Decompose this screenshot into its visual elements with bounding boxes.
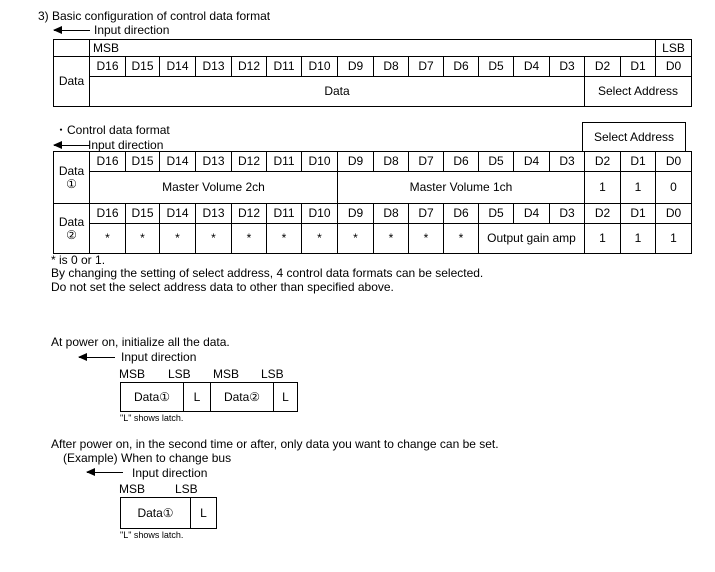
select-bit-d1: 1 xyxy=(621,224,656,254)
bit-header: D3 xyxy=(550,57,585,77)
bit-header: D15 xyxy=(126,152,160,172)
bit-header: D14 xyxy=(160,57,196,77)
select-address-field: Select Address xyxy=(585,77,692,107)
note-line: By changing the setting of select address, 4 control data formats can be selected. xyxy=(51,266,484,280)
msb-label: MSB xyxy=(90,40,656,57)
bit-header: D8 xyxy=(374,152,409,172)
bit-header: D4 xyxy=(514,204,550,224)
msb-label: MSB xyxy=(119,367,146,381)
arrow-left-icon xyxy=(54,30,90,31)
master-volume-1ch: Master Volume 1ch xyxy=(338,172,585,204)
note-line: * is 0 or 1. xyxy=(51,253,106,267)
lsb-label: LSB xyxy=(175,482,198,496)
bit-header: D6 xyxy=(444,152,479,172)
msb-label: MSB xyxy=(213,367,240,381)
example-label: (Example) When to change bus xyxy=(63,451,232,465)
bit-header: D4 xyxy=(514,152,550,172)
lsb-label: LSB xyxy=(656,40,692,57)
bit-header: D0 xyxy=(656,152,692,172)
select-bit-d2: 1 xyxy=(585,224,621,254)
control-format-table xyxy=(53,151,692,254)
bit-header: D1 xyxy=(621,204,656,224)
bit-header: D12 xyxy=(232,152,267,172)
input-direction-label: Input direction xyxy=(94,23,170,37)
input-direction-label: Input direction xyxy=(132,466,208,480)
latch-box: L xyxy=(273,382,298,412)
select-bit-d1: 1 xyxy=(621,172,656,204)
bit-header: D2 xyxy=(585,57,621,77)
bit-header: D7 xyxy=(409,204,444,224)
bit-header: D0 xyxy=(656,204,692,224)
bit-header: D10 xyxy=(302,204,338,224)
bit-header: D8 xyxy=(374,204,409,224)
bit-header: D14 xyxy=(160,152,196,172)
bit-header: D6 xyxy=(444,57,479,77)
bit-header: D3 xyxy=(550,152,585,172)
note-line: Do not set the select address data to other than specified above. xyxy=(51,280,394,294)
select-bit-d2: 1 xyxy=(585,172,621,204)
bit-header: D5 xyxy=(479,152,514,172)
output-gain-amp: Output gain amp xyxy=(479,224,585,254)
latch-note: "L" shows latch. xyxy=(120,413,184,423)
arrow-left-icon xyxy=(87,472,123,473)
bit-header: D16 xyxy=(90,57,126,77)
wildcard-bit: * xyxy=(90,224,126,254)
data-field: Data xyxy=(90,77,585,107)
bit-header: D12 xyxy=(232,204,267,224)
bit-header: D6 xyxy=(444,204,479,224)
wildcard-bit: * xyxy=(374,224,409,254)
bit-header: D2 xyxy=(585,204,621,224)
bit-header: D10 xyxy=(302,57,338,77)
latch-note: "L" shows latch. xyxy=(120,530,184,540)
input-direction-label: Input direction xyxy=(88,138,164,152)
section-heading: ・Control data format xyxy=(55,123,170,137)
bit-header: D7 xyxy=(409,152,444,172)
bit-header: D7 xyxy=(409,57,444,77)
bit-header: D1 xyxy=(621,152,656,172)
wildcard-bit: * xyxy=(409,224,444,254)
select-bit-d0: 0 xyxy=(656,172,692,204)
input-direction-label: Input direction xyxy=(121,350,197,364)
wildcard-bit: * xyxy=(302,224,338,254)
bit-header: D9 xyxy=(338,152,374,172)
row-label-data: Data xyxy=(54,57,90,107)
wildcard-bit: * xyxy=(338,224,374,254)
wildcard-bit: * xyxy=(267,224,302,254)
bit-header: D1 xyxy=(621,57,656,77)
bit-header: D10 xyxy=(302,152,338,172)
bit-header: D2 xyxy=(585,152,621,172)
power-on-intro: At power on, initialize all the data. xyxy=(51,335,230,349)
bit-header: D11 xyxy=(267,204,302,224)
bit-header: D4 xyxy=(514,57,550,77)
data1-box: Data① xyxy=(120,382,184,412)
data2-box: Data② xyxy=(210,382,274,412)
row-label-data1: Data ① xyxy=(54,152,90,204)
latch-box: L xyxy=(190,497,217,529)
bit-header: D5 xyxy=(479,57,514,77)
bit-header: D11 xyxy=(267,57,302,77)
bit-header: D13 xyxy=(196,57,232,77)
bit-header: D9 xyxy=(338,57,374,77)
bit-header: D15 xyxy=(126,204,160,224)
after-power-intro: After power on, in the second time or after, only data you want to change can be set. xyxy=(51,437,499,451)
bit-header: D15 xyxy=(126,57,160,77)
bit-header: D16 xyxy=(90,152,126,172)
wildcard-bit: * xyxy=(232,224,267,254)
latch-box: L xyxy=(183,382,211,412)
msb-label: MSB xyxy=(119,482,146,496)
bit-header: D13 xyxy=(196,204,232,224)
master-volume-2ch: Master Volume 2ch xyxy=(90,172,338,204)
data1-box: Data① xyxy=(120,497,191,529)
wildcard-bit: * xyxy=(126,224,160,254)
lsb-label: LSB xyxy=(261,367,284,381)
bit-header: D3 xyxy=(550,204,585,224)
bit-header: D16 xyxy=(90,204,126,224)
bit-header: D12 xyxy=(232,57,267,77)
bit-header: D0 xyxy=(656,57,692,77)
wildcard-bit: * xyxy=(160,224,196,254)
bit-header: D14 xyxy=(160,204,196,224)
arrow-left-icon xyxy=(54,145,90,146)
bit-header: D9 xyxy=(338,204,374,224)
arrow-left-icon xyxy=(79,357,115,358)
row-label-data2: Data ② xyxy=(54,204,90,254)
select-bit-d0: 1 xyxy=(656,224,692,254)
lsb-label: LSB xyxy=(168,367,191,381)
basic-config-table xyxy=(53,39,692,107)
bit-header: D8 xyxy=(374,57,409,77)
bit-header: D11 xyxy=(267,152,302,172)
section-heading: 3) Basic configuration of control data format xyxy=(38,9,271,23)
bit-header: D13 xyxy=(196,152,232,172)
bit-header: D5 xyxy=(479,204,514,224)
wildcard-bit: * xyxy=(196,224,232,254)
wildcard-bit: * xyxy=(444,224,479,254)
select-address-header: Select Address xyxy=(582,122,686,152)
